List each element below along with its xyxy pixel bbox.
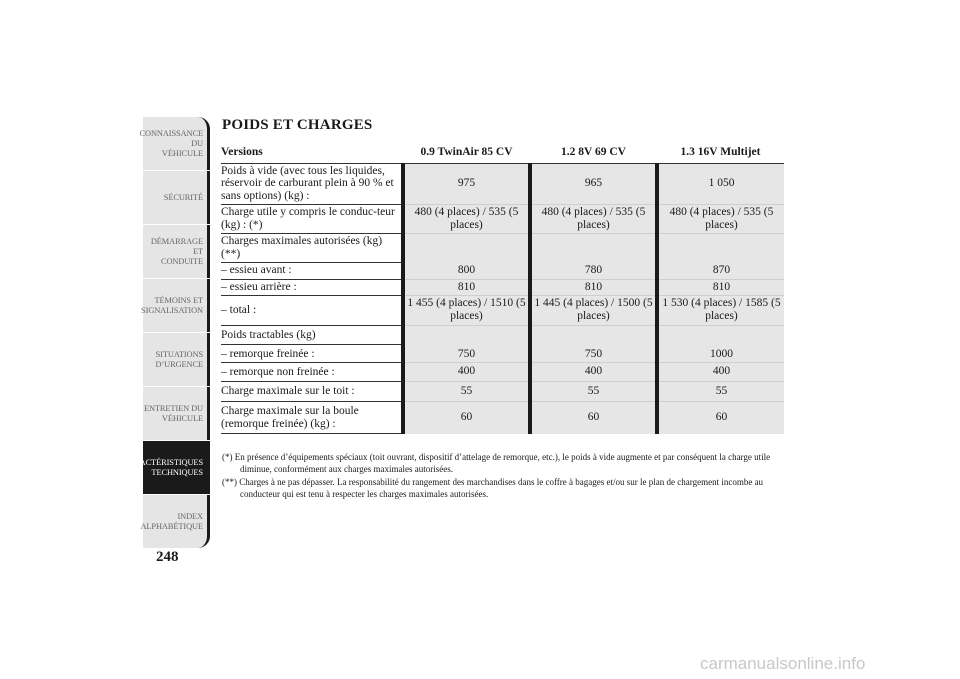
table-cell: 1 530 (4 places) / 1585 (5 places) <box>657 296 784 326</box>
tab-index-alphabetique[interactable]: INDEX ALPHABÉTIQUE <box>143 495 210 548</box>
table-cell: 55 <box>403 381 530 402</box>
row-label: Charge utile y compris le conduc-teur (kg) : (*) <box>221 205 403 234</box>
table-cell: 810 <box>403 279 530 296</box>
table-row <box>221 402 784 434</box>
table-cell: 480 (4 places) / 535 (5 places) <box>403 205 530 234</box>
column-header: 1.2 8V 69 CV <box>530 144 657 163</box>
column-header: 0.9 TwinAir 85 CV <box>403 144 530 163</box>
table-row <box>221 296 784 326</box>
table-row <box>221 326 784 345</box>
tab-connaissance-du-vehicule[interactable]: CONNAISSANCE DU VÉHICULE <box>143 117 210 170</box>
tab-demarrage-et-conduite[interactable]: DÉMARRAGE ET CONDUITE <box>143 225 210 278</box>
table-cell: 975 <box>403 163 530 205</box>
table-cell: 55 <box>657 381 784 402</box>
tab-securite[interactable]: SÉCURITÉ <box>143 171 210 224</box>
table-cell: 965 <box>530 163 657 205</box>
table-cell: 1000 <box>657 326 784 363</box>
table-cell: 400 <box>403 363 530 382</box>
tab-caracteristiques-techniques[interactable]: CARACTÉRISTIQUES TECHNIQUES <box>143 441 210 494</box>
table-cell: 1 455 (4 places) / 1510 (5 places) <box>403 296 530 326</box>
table-cell: 480 (4 places) / 535 (5 places) <box>530 205 657 234</box>
footnote: (*) En présence d’équipements spéciaux (toit ouvrant, dispositif d’attelage de remorque, etc.), le poids à vide augmente et par conséquent la charge utile diminue, conformément aux charges maximales autorisées. <box>222 452 771 474</box>
row-label: Charge maximale sur la boule (remorque freinée) (kg) : <box>221 402 403 434</box>
row-label: Poids à vide (avec tous les liquides, réservoir de carburant plein à 90 % et sans options) (kg) : <box>221 163 403 205</box>
table-row <box>221 205 784 234</box>
table-cell: 800 <box>403 234 530 280</box>
table-row <box>221 279 784 296</box>
table-cell: 810 <box>530 279 657 296</box>
table-cell: 60 <box>657 402 784 434</box>
tab-situations-d-urgence[interactable]: SITUATIONS D’URGENCE <box>143 333 210 386</box>
page-number: 248 <box>156 549 179 565</box>
footnotes <box>222 452 782 502</box>
row-label: Charge maximale sur le toit : <box>221 381 403 402</box>
table-cell: 750 <box>403 326 530 363</box>
tab-entretien-du-vehicule[interactable]: ENTRETIEN DU VÉHICULE <box>143 387 210 440</box>
table-row <box>221 381 784 402</box>
row-label: – remorque freinée : <box>221 344 403 363</box>
table-cell: 1 050 <box>657 163 784 205</box>
row-label: – essieu avant : <box>221 263 403 280</box>
column-header: Versions <box>221 144 403 163</box>
table-cell: 750 <box>530 326 657 363</box>
row-label: – total : <box>221 296 403 326</box>
table-cell: 870 <box>657 234 784 280</box>
table-header-row <box>221 144 784 163</box>
table-cell: 55 <box>530 381 657 402</box>
table-cell: 60 <box>403 402 530 434</box>
row-label: Poids tractables (kg) <box>221 326 403 345</box>
table-cell: 780 <box>530 234 657 280</box>
table-cell: 400 <box>530 363 657 382</box>
section-sidebar <box>122 117 210 549</box>
row-label: – essieu arrière : <box>221 279 403 296</box>
table-cell: 480 (4 places) / 535 (5 places) <box>657 205 784 234</box>
table-row <box>221 163 784 205</box>
row-label: – remorque non freinée : <box>221 363 403 382</box>
page-title: POIDS ET CHARGES <box>222 117 373 133</box>
table-cell: 400 <box>657 363 784 382</box>
table-row <box>221 234 784 263</box>
table-cell: 60 <box>530 402 657 434</box>
watermark: carmanualsonline.info <box>700 654 866 673</box>
table-row <box>221 363 784 382</box>
table-cell: 1 445 (4 places) / 1500 (5 places) <box>530 296 657 326</box>
row-label: Charges maximales autorisées (kg) (**) <box>221 234 403 263</box>
tab-temoins-et-signalisation[interactable]: TÉMOINS ET SIGNALISATION <box>143 279 210 332</box>
footnote: (**) Charges à ne pas dépasser. La responsabilité du rangement des marchandises dans le coffre à bagages et/ou sur le plan de chargement incombe au conducteur qui est tenu à respecter les charges maximales autorisées. <box>222 477 764 499</box>
weights-table <box>221 144 784 434</box>
table-cell: 810 <box>657 279 784 296</box>
column-header: 1.3 16V Multijet <box>657 144 784 163</box>
